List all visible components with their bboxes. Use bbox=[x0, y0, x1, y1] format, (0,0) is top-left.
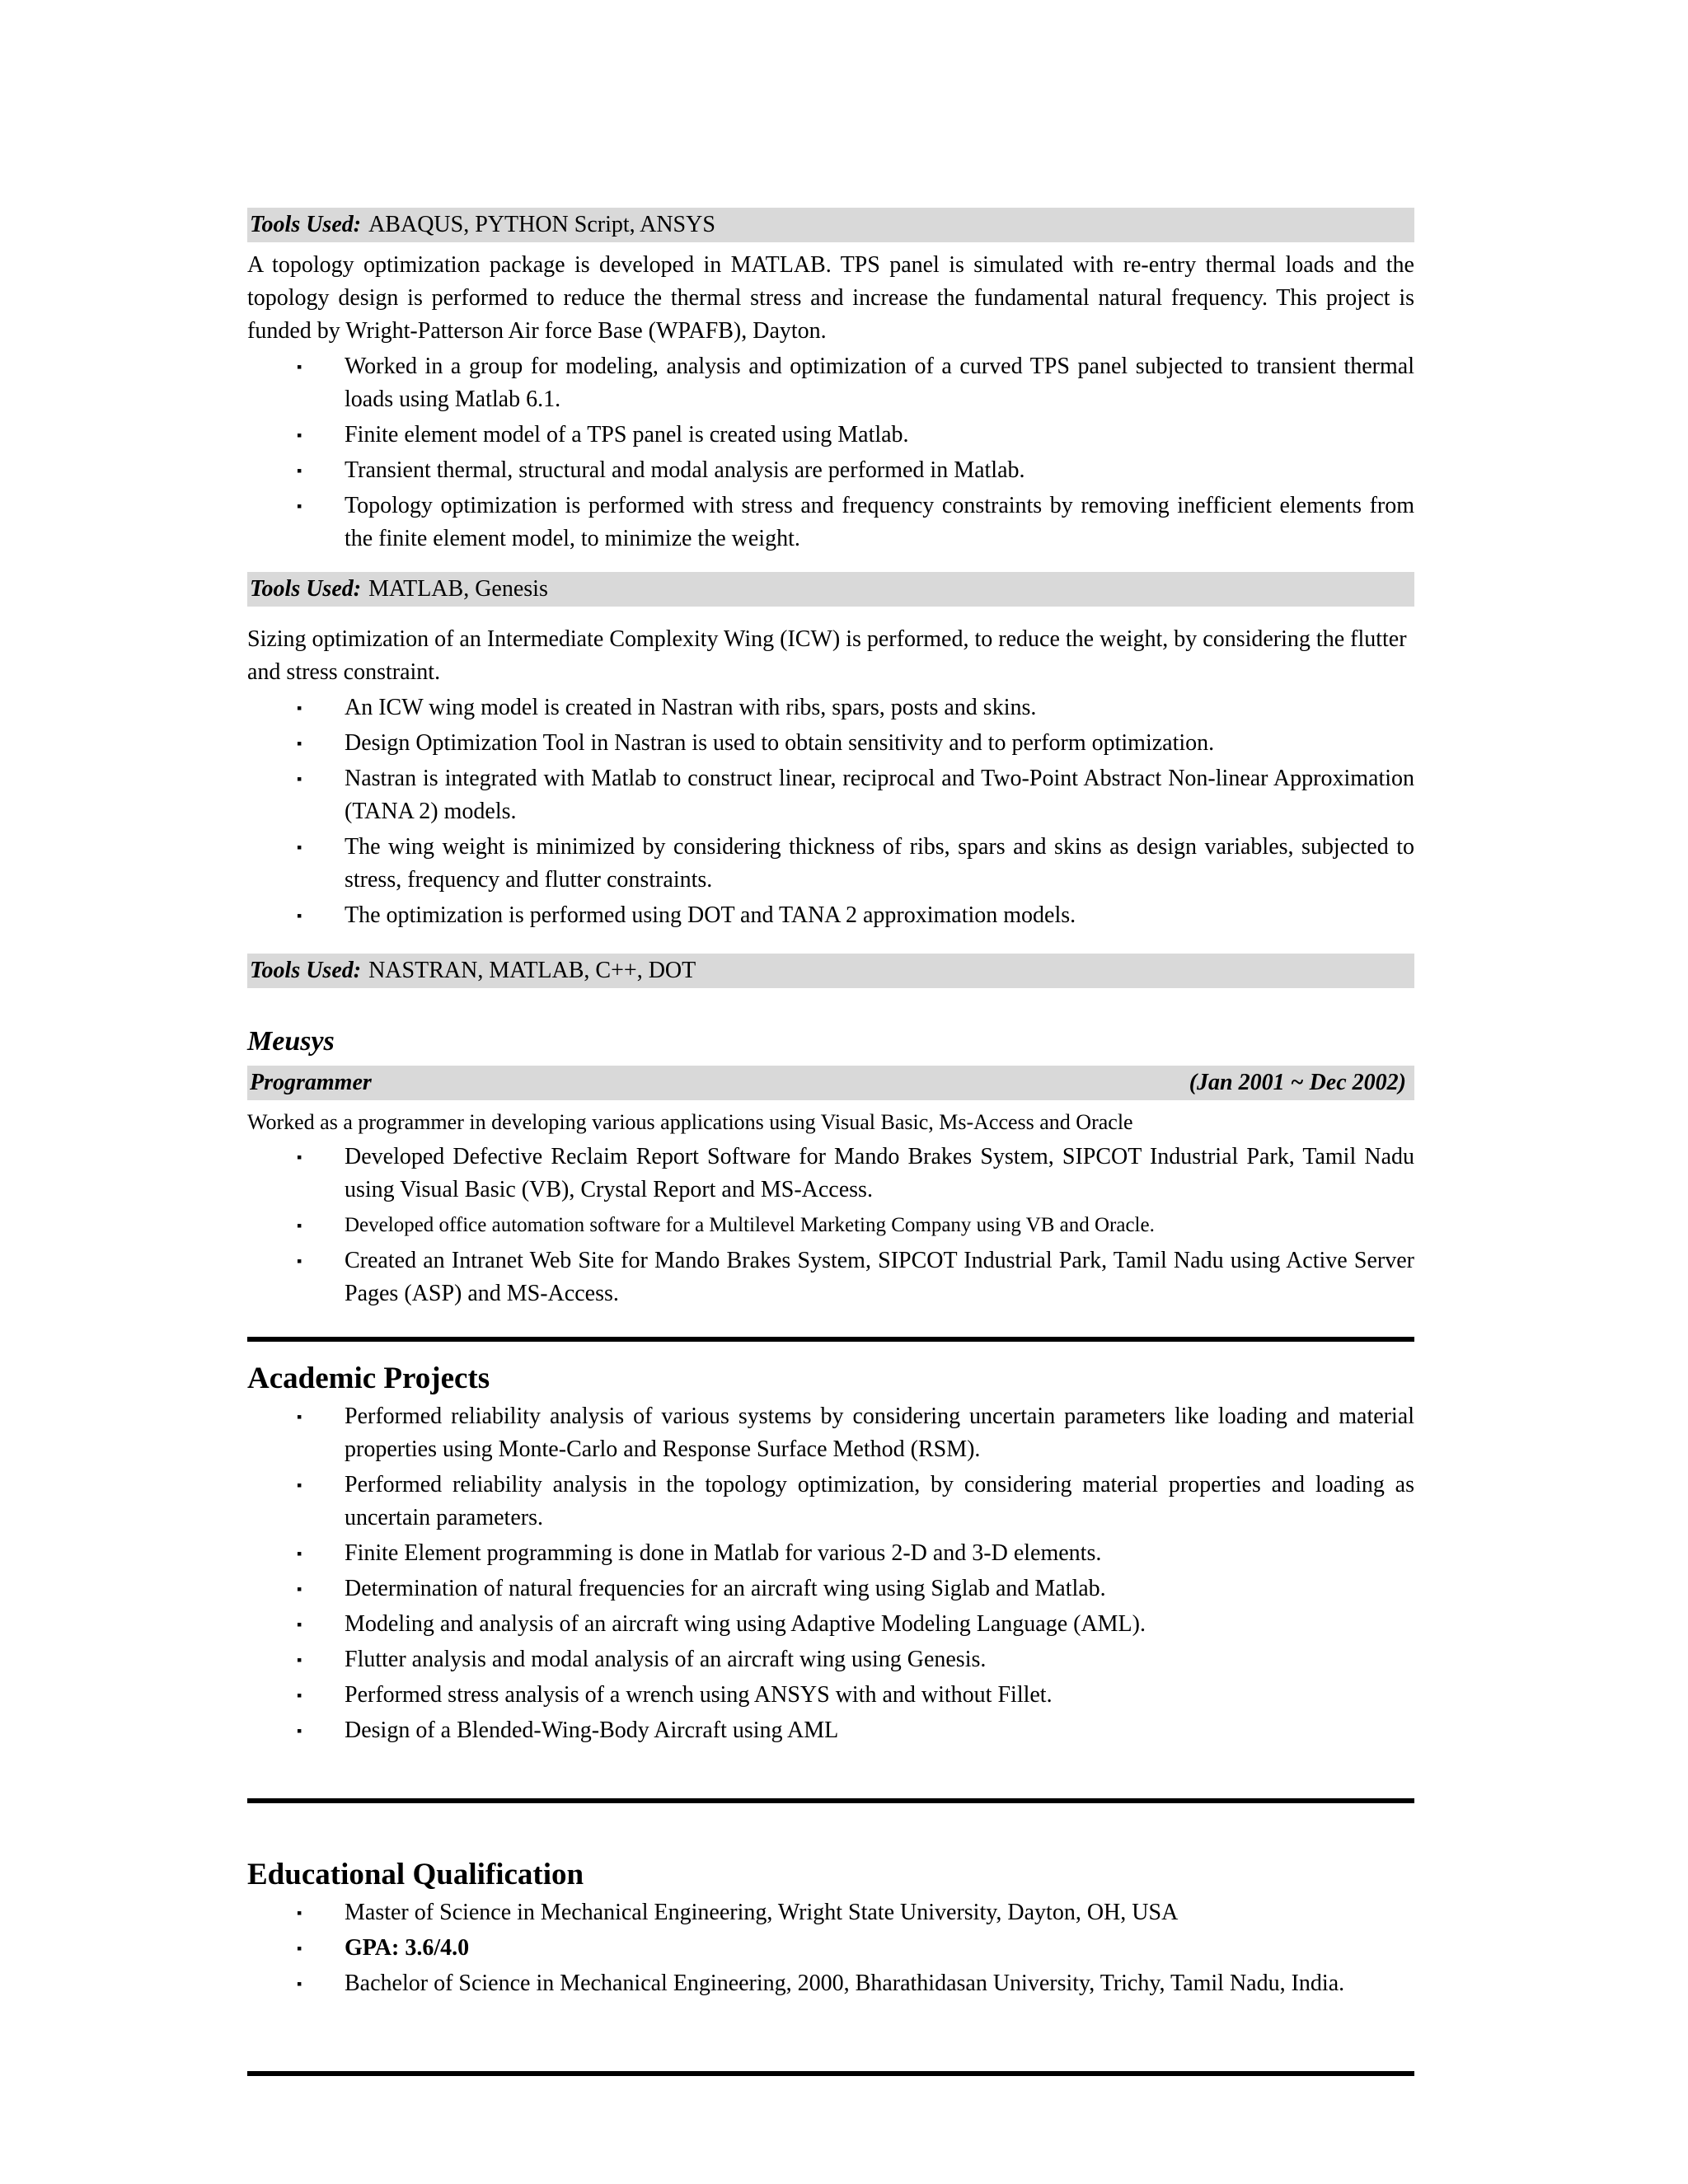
project-icw-bullet-list bbox=[247, 691, 1414, 932]
bullet-item: ▪ An ICW wing model is created in Nastran with ribs, spars, posts and skins. bbox=[345, 691, 1414, 724]
role-dates: (Jan 2001 ~ Dec 2002) bbox=[1189, 1070, 1406, 1095]
bullet-item: ▪ Created an Intranet Web Site for Mando Brakes System, SIPCOT Industrial Park, Tamil Nadu using Active Server Pages (ASP) and MS-Access. bbox=[345, 1244, 1414, 1310]
bullet-item: ▪ Design of a Blended-Wing-Body Aircraft using AML bbox=[345, 1714, 1414, 1747]
tools-used-label: Tools Used: bbox=[250, 576, 362, 602]
bullet-item: ▪ The wing weight is minimized by considering thickness of ribs, spars and skins as design variables, subjected to stress, frequency and flutter constraints. bbox=[345, 831, 1414, 897]
tools-used-value: MATLAB, Genesis bbox=[368, 576, 548, 602]
employer-intro: Worked as a programmer in developing various applications using Visual Basic, Ms-Access and Oracle bbox=[247, 1110, 1133, 1134]
bullet-item: ▪ Finite element model of a TPS panel is created using Matlab. bbox=[345, 419, 1414, 452]
bullet-item: ▪ Developed office automation software for a Multilevel Marketing Company using VB and Oracle. bbox=[345, 1209, 1414, 1242]
bullet-item: ▪ Master of Science in Mechanical Engineering, Wright State University, Dayton, OH, USA bbox=[345, 1896, 1414, 1929]
bullet-item: ▪ Performed reliability analysis of various systems by considering uncertain parameters like loading and material properties using Monte-Carlo and Response Surface Method (RSM). bbox=[345, 1400, 1414, 1466]
section-divider bbox=[247, 1337, 1414, 1342]
bullet-item-gpa: ▪ GPA: 3.6/4.0 bbox=[345, 1932, 1414, 1965]
bullet-item: ▪ Performed stress analysis of a wrench using ANSYS with and without Fillet. bbox=[345, 1679, 1414, 1712]
bullet-item: ▪ Nastran is integrated with Matlab to construct linear, reciprocal and Two-Point Abstract Non-linear Approximation (TANA 2) models. bbox=[345, 762, 1414, 828]
tools-used-bar-3 bbox=[247, 954, 1414, 988]
role-bar bbox=[247, 1066, 1414, 1100]
tools-used-label: Tools Used: bbox=[250, 958, 362, 983]
bullet-item: ▪ Determination of natural frequencies for an aircraft wing using Siglab and Matlab. bbox=[345, 1572, 1414, 1605]
educational-qualification-heading: Educational Qualification bbox=[247, 1858, 584, 1891]
tools-used-label: Tools Used: bbox=[250, 212, 362, 237]
employer-name: Meusys bbox=[247, 1026, 335, 1057]
bullet-item: ▪ Design Optimization Tool in Nastran is used to obtain sensitivity and to perform optimization. bbox=[345, 727, 1414, 760]
section-divider bbox=[247, 2071, 1414, 2076]
bullet-item: ▪ Performed reliability analysis in the topology optimization, by considering material properties and loading as uncertain parameters. bbox=[345, 1469, 1414, 1535]
academic-bullet-list bbox=[247, 1400, 1414, 1747]
bullet-item: ▪ The optimization is performed using DOT and TANA 2 approximation models. bbox=[345, 899, 1414, 932]
bullet-item: ▪ Finite Element programming is done in Matlab for various 2-D and 3-D elements. bbox=[345, 1537, 1414, 1570]
bullet-item: ▪ Bachelor of Science in Mechanical Engineering, 2000, Bharathidasan University, Trichy, Tamil Nadu, India. bbox=[345, 1967, 1414, 2000]
bullet-item: ▪ Developed Defective Reclaim Report Software for Mando Brakes System, SIPCOT Industrial Park, Tamil Nadu using Visual Basic (VB), Crystal Report and MS-Access. bbox=[345, 1141, 1414, 1207]
project-tps-bullet-list bbox=[247, 350, 1414, 555]
bullet-item: ▪ Topology optimization is performed with stress and frequency constraints by removing inefficient elements from the finite element model, to minimize the weight. bbox=[345, 490, 1414, 555]
bullet-item: ▪ Worked in a group for modeling, analysis and optimization of a curved TPS panel subjected to transient thermal loads using Matlab 6.1. bbox=[345, 350, 1414, 416]
academic-projects-heading: Academic Projects bbox=[247, 1361, 490, 1395]
section-divider bbox=[247, 1798, 1414, 1803]
tools-used-bar-1 bbox=[247, 208, 1414, 242]
project-tps-intro: A topology optimization package is developed in MATLAB. TPS panel is simulated with re-entry thermal loads and the topology design is performed to reduce the thermal stress and increase the fundamental natural frequency. This project is funded by Wright-Patterson Air force Base (WPAFB), Dayton. bbox=[247, 252, 1414, 344]
tools-used-value: NASTRAN, MATLAB, C++, DOT bbox=[368, 958, 696, 983]
project-icw-intro: Sizing optimization of an Intermediate Complexity Wing (ICW) is performed, to reduce the weight, by considering the flutter and stress constraint. bbox=[247, 626, 1407, 685]
bullet-item: ▪ Modeling and analysis of an aircraft wing using Adaptive Modeling Language (AML). bbox=[345, 1608, 1414, 1641]
bullet-item: ▪ Transient thermal, structural and modal analysis are performed in Matlab. bbox=[345, 454, 1414, 487]
bullet-item: ▪ Flutter analysis and modal analysis of an aircraft wing using Genesis. bbox=[345, 1643, 1414, 1676]
education-bullet-list bbox=[247, 1896, 1414, 2000]
tools-used-value: ABAQUS, PYTHON Script, ANSYS bbox=[368, 212, 715, 237]
employer-bullet-list bbox=[247, 1141, 1414, 1310]
role-title: Programmer bbox=[250, 1070, 372, 1095]
resume-page bbox=[247, 208, 1414, 2076]
tools-used-bar-2 bbox=[247, 572, 1414, 607]
